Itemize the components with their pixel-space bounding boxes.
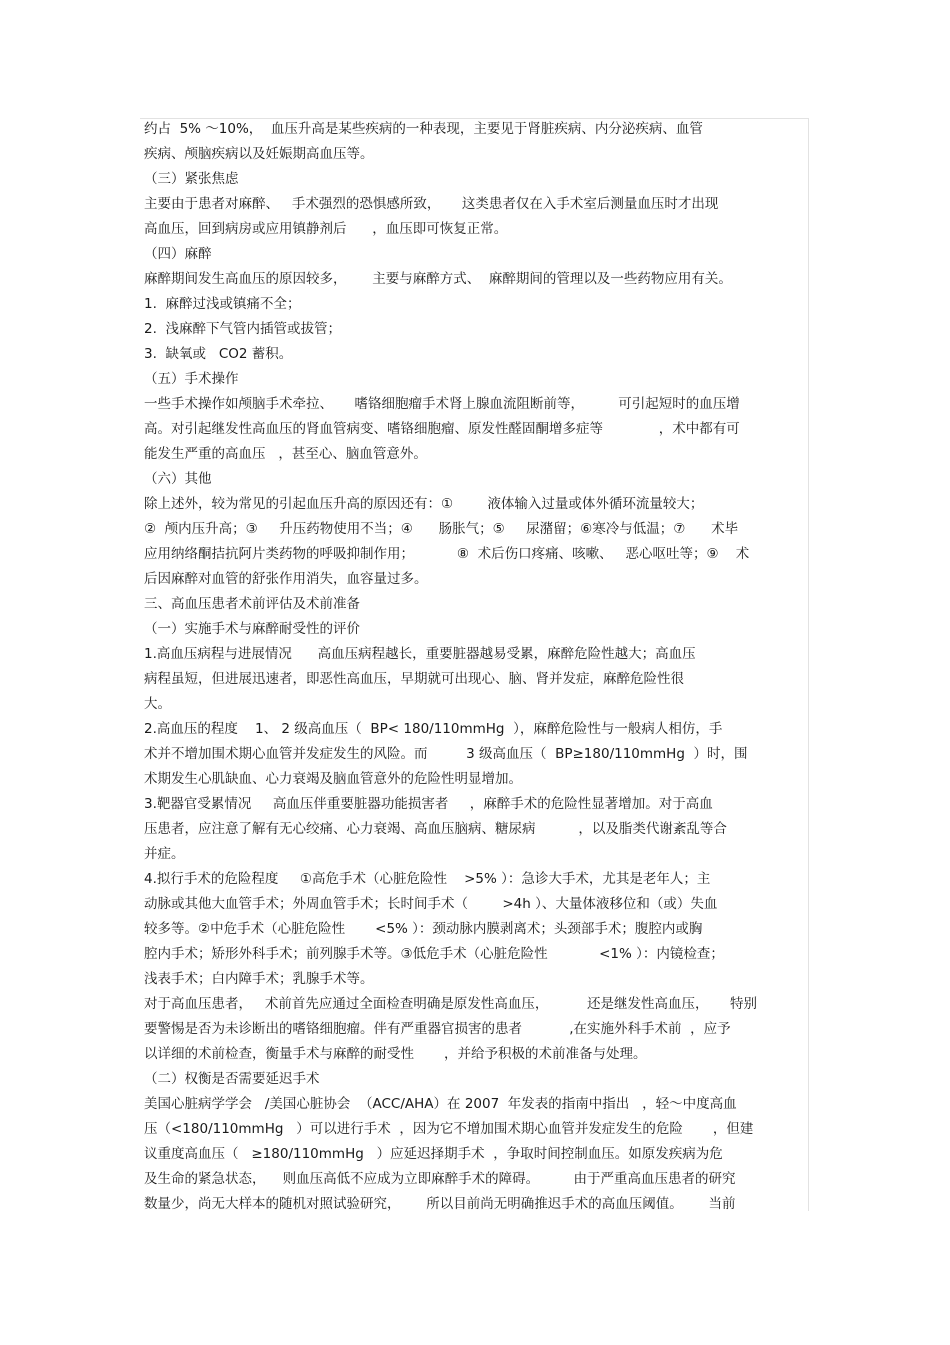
text-line: 大。: [144, 696, 171, 712]
text-line: 一些手术操作如颅脑手术牵拉、 嗜铬细胞瘤手术肾上腺血流阻断前等， 可引起短时的血压增: [144, 396, 740, 412]
text-line: 病程虽短，但进展迅速者，即恶性高血压，早期就可出现心、脑、肾并发症，麻醉危险性很: [144, 671, 684, 687]
text-line: 腔内手术；矫形外科手术；前列腺手术等。③低危手术（心脏危险性 <1% ）：内镜检查；: [144, 946, 724, 962]
text-line: ② 颅内压升高；③ 升压药物使用不当；④ 肠胀气；⑤ 尿潴留；⑥寒冷与低温；⑦ 术毕: [144, 521, 739, 537]
text-line: 美国心脏病学学会 /美国心脏协会 （ACC/AHA）在 2007 年发表的指南中指出 ，轻～中度高血: [144, 1096, 737, 1112]
text-line: 疾病、颅脑疾病以及妊娠期高血压等。: [144, 146, 374, 162]
text-line: 高。对引起继发性高血压的肾血管病变、嗜铬细胞瘤、原发性醛固酮增多症等 ，术中都有可: [144, 421, 740, 437]
text-line: （一）实施手术与麻醉耐受性的评价: [144, 621, 360, 637]
text-line: 4.拟行手术的危险程度 ①高危手术（心脏危险性 >5% ）：急诊大手术，尤其是老年人；主: [144, 871, 711, 887]
text-line: 以详细的术前检查，衡量手术与麻醉的耐受性 ，并给予积极的术前准备与处理。: [144, 1046, 647, 1062]
text-line: （六）其他: [144, 471, 212, 487]
text-line: 较多等。②中危手术（心脏危险性 <5% ）：颈动脉内膜剥离术；头颈部手术；腹腔内或胸: [144, 921, 703, 937]
text-line: 浅表手术；白内障手术；乳腺手术等。: [144, 971, 374, 987]
text-line: 及生命的紧急状态， 则血压高低不应成为立即麻醉手术的障碍。 由于严重高血压患者的研究: [144, 1171, 736, 1187]
text-line: 动脉或其他大血管手术；外周血管手术；长时间手术（ >4h ）、大量体液移位和（或）失血: [144, 896, 718, 912]
text-line: 3. 缺氧或 CO2 蓄积。: [144, 346, 293, 362]
text-line: 麻醉期间发生高血压的原因较多， 主要与麻醉方式、 麻醉期间的管理以及一些药物应用有关。: [144, 271, 732, 287]
text-line: 1. 麻醉过浅或镇痛不全；: [144, 296, 301, 312]
text-line: （二）权衡是否需要延迟手术: [144, 1071, 320, 1087]
text-line: 2.高血压的程度 1、 2 级高血压（ BP< 180/110mmHg ），麻醉危险性与一般病人相仿，手: [144, 721, 723, 737]
text-line: 高血压，回到病房或应用镇静剂后 ，血压即可恢复正常。: [144, 221, 508, 237]
text-line: （四）麻醉: [144, 246, 212, 262]
text-line: 能发生严重的高血压 ，甚至心、脑血管意外。: [144, 446, 427, 462]
text-line: 应用纳络酮拮抗阿片类药物的呼吸抑制作用； ⑧ 术后伤口疼痛、咳嗽、 恶心呕吐等；⑨ 术: [144, 546, 750, 562]
text-line: 压患者，应注意了解有无心绞痛、心力衰竭、高血压脑病、糖尿病 ，以及脂类代谢紊乱等合: [144, 821, 727, 837]
text-line: 要警惕是否为未诊断出的嗜铬细胞瘤。伴有严重器官损害的患者 ,在实施外科手术前 ，应予: [144, 1021, 731, 1037]
text-line: 除上述外，较为常见的引起血压升高的原因还有：① 液体输入过量或体外循环流量较大；: [144, 496, 704, 512]
text-line: 术并不增加围术期心血管并发症发生的风险。而 3 级高血压（ BP≥180/110mmHg ）时，围: [144, 746, 748, 762]
text-line: 2. 浅麻醉下气管内插管或拔管；: [144, 321, 341, 337]
text-line: 并症。: [144, 846, 185, 862]
text-line: 后因麻醉对血管的舒张作用消失，血容量过多。: [144, 571, 428, 587]
text-line: 1.高血压病程与进展情况 高血压病程越长，重要脏器越易受累，麻醉危险性越大；高血压: [144, 646, 696, 662]
text-line: 三、高血压患者术前评估及术前准备: [144, 596, 360, 612]
text-line: 压（<180/110mmHg ）可以进行手术 ，因为它不增加围术期心血管并发症发生的危险 ，但建: [144, 1121, 754, 1137]
text-line: 数量少，尚无大样本的随机对照试验研究， 所以目前尚无明确推迟手术的高血压阈值。 当前: [144, 1196, 736, 1212]
text-line: 约占 5% ～10%， 血压升高是某些疾病的一种表现，主要见于肾脏疾病、内分泌疾病、血管: [144, 121, 703, 137]
text-line: 主要由于患者对麻醉、 手术强烈的恐惧感所致， 这类患者仅在入手术室后测量血压时才出现: [144, 196, 719, 212]
text-line: 议重度高血压（ ≥180/110mmHg ）应延迟择期手术 ，争取时间控制血压。如原发疾病为危: [144, 1146, 723, 1162]
text-line: （五）手术操作: [144, 371, 239, 387]
text-line: （三）紧张焦虑: [144, 171, 239, 187]
text-line: 对于高血压患者， 术前首先应通过全面检查明确是原发性高血压， 还是继发性高血压， 特别: [144, 996, 757, 1012]
text-line: 3.靶器官受累情况 高血压伴重要脏器功能损害者 ，麻醉手术的危险性显著增加。对于高血: [144, 796, 713, 812]
text-line: 术期发生心肌缺血、心力衰竭及脑血管意外的危险性明显增加。: [144, 771, 522, 787]
